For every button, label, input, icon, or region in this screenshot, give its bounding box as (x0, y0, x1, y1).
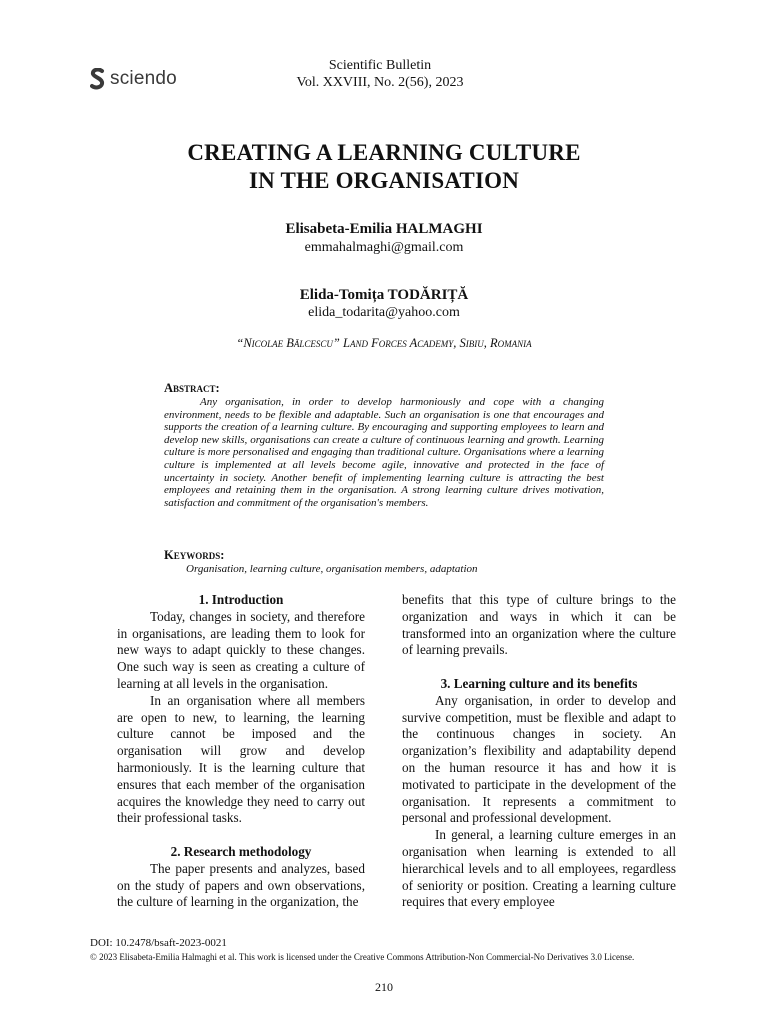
publisher-logo (90, 68, 177, 90)
journal-volume: Vol. XXVIII, No. 2(56), 2023 (296, 75, 464, 90)
right-column (402, 592, 676, 911)
paragraph: In general, a learning culture emerges in an organisation when learning is extended to all hierarchical levels and to all employees, regardless of seniority or position. Creating a learning culture requires that every employee (402, 827, 676, 910)
author-email: elida_todarita@yahoo.com (308, 305, 460, 320)
paragraph: The paper presents and analyzes, based on the study of papers and own observations, the culture of learning in the organization, the (117, 860, 365, 910)
section-heading: 1. Introduction (198, 592, 284, 607)
author-name: Elida-Tomița TODĂRIȚĂ (299, 287, 469, 303)
paragraph: In an organisation where all members are open to new, to learning, the learning culture cannot be imposed and the organisation will grow and develop harmoniously. It is the learning culture that ensures that each member of the organisation acquires the knowledge they need to carry out their professional tasks. (117, 692, 365, 826)
title-line: CREATING A LEARNING CULTURE (187, 140, 581, 165)
license-note: © 2023 Elisabeta-Emilia Halmaghi et al. This work is licensed under the Creative Commons Attribution-Non Commercial-No Derivatives 3.0 License. (90, 952, 635, 962)
logo-text: sciendo (110, 68, 177, 89)
journal-name: Scientific Bulletin (328, 58, 432, 73)
sciendo-logo-icon (90, 68, 105, 90)
section-heading: 3. Learning culture and its benefits (440, 675, 638, 691)
paragraph: Any organisation, in order to develop and survive competition, must be flexible and adapt to the continuous changes in society. An organization’s flexibility and adaptability depend on the human resource it has and how it is motivated to participate in the development of the organisation. It represents a commitment to personal and professional development. (402, 692, 676, 826)
section-heading: 2. Research methodology (170, 843, 312, 859)
left-column (117, 592, 365, 911)
author-email: emmahalmaghi@gmail.com (304, 240, 464, 255)
abstract-heading: Abstract: (164, 381, 220, 395)
keywords-text: Organisation, learning culture, organisation members, adaptation (186, 563, 478, 575)
doi: DOI: 10.2478/bsaft-2023-0021 (90, 937, 227, 949)
author-name: Elisabeta-Emilia HALMAGHI (285, 221, 483, 237)
title-line: IN THE ORGANISATION (248, 168, 520, 193)
page-number: 210 (375, 980, 393, 994)
journal-info (240, 57, 520, 91)
abstract-text: Any organisation, in order to develop harmoniously and cope with a changing environment, needs to be flexible and adaptable. Such an organisation is one that encourages and supports the creation of a learning culture. By encouraging and supporting employees to learn and develop new skills, organisations can create a culture of continuous learning and growth. Learning culture is more personalised and engaging than traditional culture. Organisations where a learning culture is implemented at all levels become agile, innovative and protected in the face of uncertainty in society. Another benefit of implementing learning culture is attracting the best employees and retaining them in the organisation. A strong learning culture drives motivation, satisfaction and commitment of the organisation's members. (164, 396, 604, 509)
paper-title (80, 139, 688, 195)
keywords-heading: Keywords: (164, 548, 225, 562)
paragraph: benefits that this type of culture brings to the organization and ways in which it can be transformed into an organization where the culture of learning prevails. (402, 592, 676, 658)
paragraph: Today, changes in society, and therefore in organisations, are leading them to look for new ways to adapt quickly to these changes. One such way is seen as creating a culture of learning at all levels in the organisation. (117, 608, 365, 691)
affiliation: “Nicolae Bălcescu” Land Forces Academy, Sibiu, Romania (236, 336, 532, 350)
